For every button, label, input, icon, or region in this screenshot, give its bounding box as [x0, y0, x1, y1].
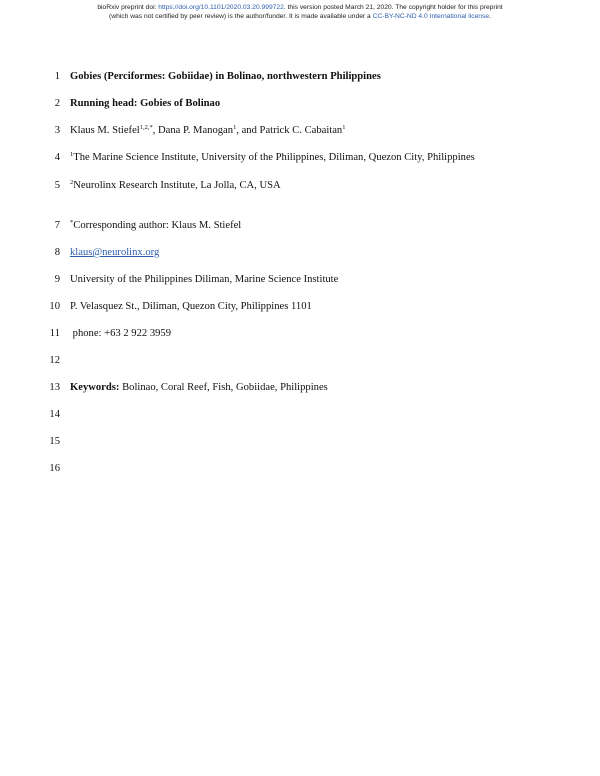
- line-number: 1: [54, 71, 60, 82]
- manuscript-line: [0, 301, 600, 321]
- affiliation-marker: 2: [70, 179, 74, 186]
- email-link[interactable]: klaus@neurolinx.org: [70, 247, 160, 258]
- affiliation-marker: 1,2,*: [139, 124, 153, 131]
- author-name: Klaus M. Stiefel: [70, 125, 140, 136]
- line-number: 4: [54, 152, 60, 163]
- keywords-list: Bolinao, Coral Reef, Fish, Gobiidae, Philippines: [119, 382, 328, 393]
- affiliation-marker: 1: [233, 124, 237, 131]
- affiliation-text: The Marine Science Institute, University of the Philippines, Diliman, Quezon City, Philippines: [73, 152, 475, 163]
- line-number: 8: [54, 247, 60, 258]
- manuscript-line: [0, 98, 600, 118]
- author-list: [70, 125, 345, 136]
- affiliation-1: [70, 152, 475, 163]
- preprint-header-line-2: [0, 12, 600, 21]
- address-street: P. Velasquez St., Diliman, Quezon City, Philippines 1101: [70, 301, 312, 312]
- preprint-header-line-1: [0, 3, 600, 12]
- header-period: .: [489, 13, 491, 20]
- line-number: 14: [49, 409, 60, 420]
- manuscript-line: [0, 436, 600, 456]
- manuscript-line: [0, 125, 600, 145]
- author-name: , Dana P. Manogan: [152, 125, 234, 136]
- line-number: 10: [49, 301, 60, 312]
- manuscript-line: [0, 247, 600, 267]
- manuscript-line: [0, 382, 600, 402]
- header-certification-note: (which was not certified by peer review) is the author/funder. It is made available under a: [109, 13, 373, 20]
- line-number: 7: [54, 220, 60, 231]
- manuscript-line: [0, 71, 600, 91]
- line-number: 5: [54, 180, 60, 191]
- affiliation-2: [70, 180, 281, 191]
- line-number: 9: [54, 274, 60, 285]
- doi-link[interactable]: https://doi.org/10.1101/2020.03.20.999722: [158, 4, 284, 11]
- corresponding-author: [70, 220, 241, 231]
- corresponding-author-text: Corresponding author: Klaus M. Stiefel: [73, 220, 242, 231]
- manuscript-line: [0, 328, 600, 348]
- asterisk-marker: *: [70, 219, 74, 226]
- manuscript-line: [0, 355, 600, 375]
- address-institution: University of the Philippines Diliman, Marine Science Institute: [70, 274, 339, 285]
- manuscript-line: [0, 463, 600, 483]
- manuscript-line: [0, 274, 600, 294]
- affiliation-marker: 1: [342, 124, 346, 131]
- manuscript-line: [0, 152, 600, 172]
- line-number: 16: [49, 463, 60, 474]
- manuscript-line: [0, 180, 600, 200]
- manuscript-line: [0, 409, 600, 429]
- line-number: 13: [49, 382, 60, 393]
- preprint-header: [0, 3, 600, 21]
- affiliation-text: Neurolinx Research Institute, La Jolla, CA, USA: [73, 180, 281, 191]
- phone-number: phone: +63 2 922 3959: [70, 328, 172, 339]
- line-number: 12: [49, 355, 60, 366]
- author-name: , and Patrick C. Cabaitan: [236, 125, 343, 136]
- license-link[interactable]: CC-BY-NC-ND 4.0 International license: [372, 13, 490, 20]
- paper-title: Gobies (Perciformes: Gobiidae) in Bolinao, northwestern Philippines: [70, 71, 381, 82]
- affiliation-marker: 1: [70, 151, 74, 158]
- running-head: Running head: Gobies of Bolinao: [70, 98, 221, 109]
- header-posted-note: . this version posted March 21, 2020. The copyright holder for this preprint: [283, 4, 503, 11]
- keywords: [70, 382, 328, 393]
- line-number: 15: [49, 436, 60, 447]
- line-number: 11: [49, 328, 60, 339]
- line-number: 3: [54, 125, 60, 136]
- manuscript-line: [0, 220, 600, 240]
- keywords-label: Keywords:: [70, 382, 120, 393]
- header-prefix: bioRxiv preprint doi:: [97, 4, 159, 11]
- line-number: 2: [54, 98, 60, 109]
